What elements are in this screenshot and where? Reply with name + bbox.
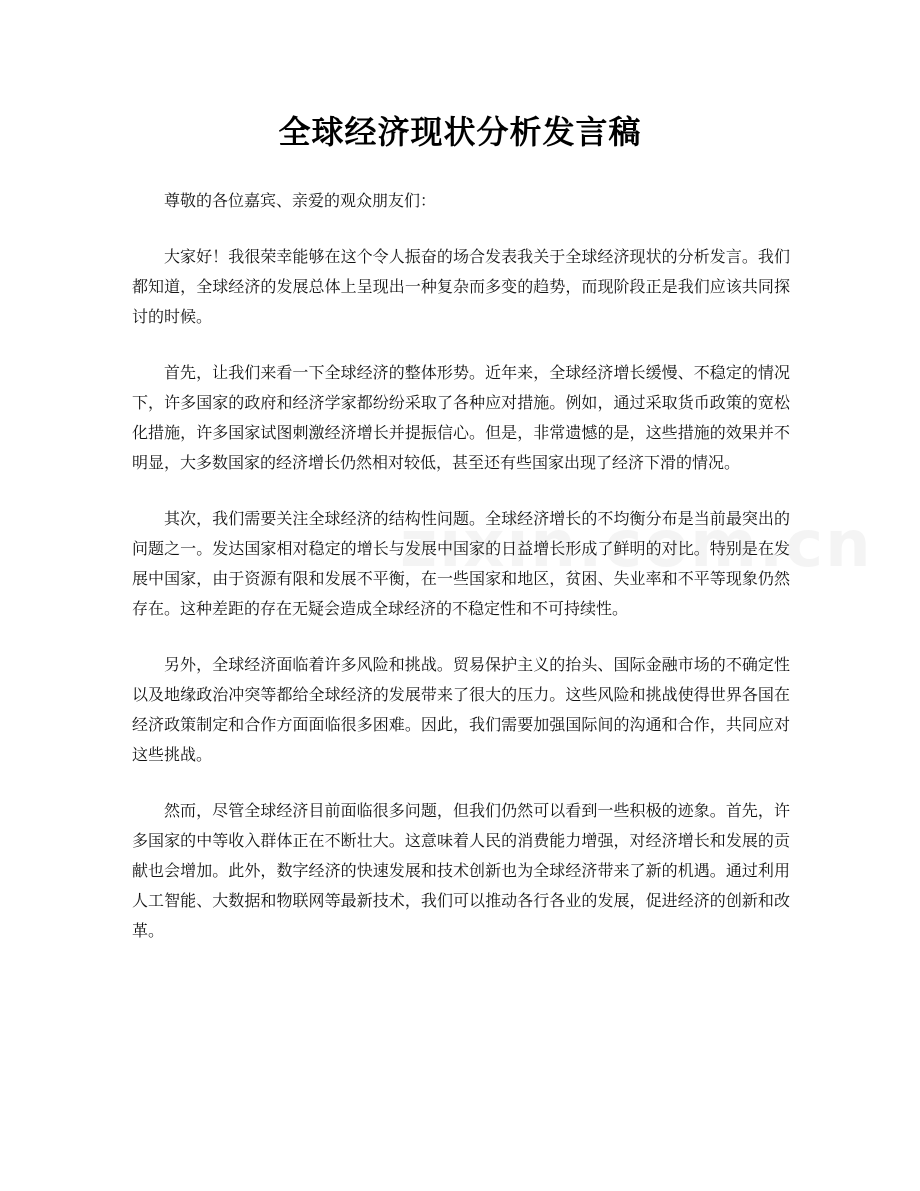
document-title: 全球经济现状分析发言稿 bbox=[278, 113, 642, 151]
structural-issues-paragraph: 其次，我们需要关注全球经济的结构性问题。全球经济增长的不均衡分布是当前最突出的问题之一。发达国家相对稳定的增长与发展中国家的日益增长形成了鲜明的对比。特别是在发展中国家，由于资源有限和发展不平衡，在一些国家和地区，贫困、失业率和不平等现象仍然存在。这种差距的存在无疑会造成全球经济的不稳定性和不可持续性。 bbox=[132, 509, 790, 618]
intro-paragraph: 大家好！我很荣幸能够在这个令人振奋的场合发表我关于全球经济现状的分析发言。我们都知道，全球经济的发展总体上呈现出一种复杂而多变的趋势，而现阶段正是我们应该共同探讨的时候。 bbox=[132, 247, 790, 326]
greeting-paragraph: 尊敬的各位嘉宾、亲爱的观众朋友们： bbox=[164, 191, 437, 210]
document-body bbox=[132, 186, 790, 972]
overall-situation-paragraph: 首先，让我们来看一下全球经济的整体形势。近年来，全球经济增长缓慢、不稳定的情况下，许多国家的政府和经济学家都纷纷采取了各种应对措施。例如，通过采取货币政策的宽松化措施，许多国家试图刺激经济增长并提振信心。但是，非常遗憾的是，这些措施的效果并不明显，大多数国家的经济增长仍然相对较低，甚至还有些国家出现了经济下滑的情况。 bbox=[132, 363, 790, 472]
positive-signs-paragraph: 然而，尽管全球经济目前面临很多问题，但我们仍然可以看到一些积极的迹象。首先，许多国家的中等收入群体正在不断壮大。这意味着人民的消费能力增强，对经济增长和发展的贡献也会增加。此外，数字经济的快速发展和技术创新也为全球经济带来了新的机遇。通过利用人工智能、大数据和物联网等最新技术，我们可以推动各行各业的发展，促进经济的创新和改革。 bbox=[132, 801, 790, 940]
risks-challenges-paragraph: 另外，全球经济面临着许多风险和挑战。贸易保护主义的抬头、国际金融市场的不确定性以及地缘政治冲突等都给全球经济的发展带来了很大的压力。这些风险和挑战使得世界各国在经济政策制定和合作方面面临很多困难。因此，我们需要加强国际间的沟通和合作，共同应对这些挑战。 bbox=[132, 655, 790, 764]
